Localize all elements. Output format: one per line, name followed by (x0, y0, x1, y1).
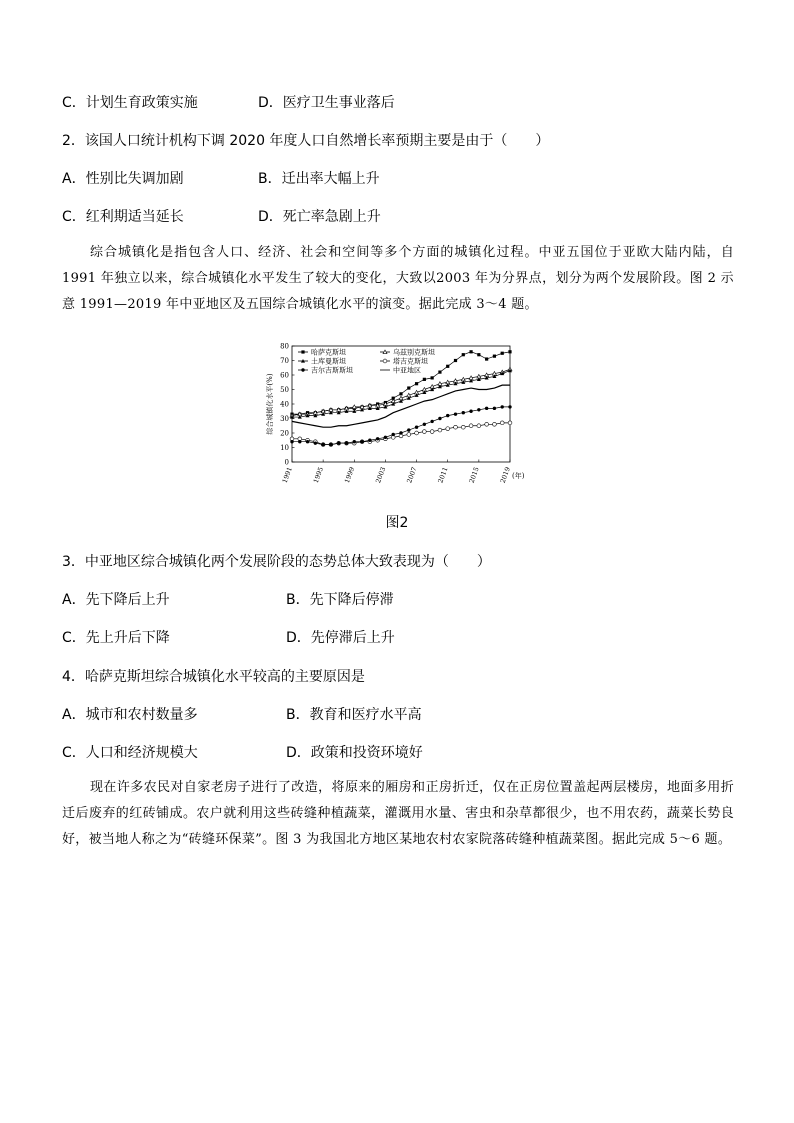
data-point (477, 424, 481, 428)
passage-urbanization: 综合城镇化是指包含人口、经济、社会和空间等多个方面的城镇化过程。中亚五国位于亚欧大陆内陆，自 1991 年独立以来，综合城镇化水平发生了较大的变化，大致以2003 年为分界点，划分为两个发展阶段。图 2 示意 1991—2019 年中亚地区及五国综合城镇化水平的演变。据此完成 3～4 题。 (62, 245, 734, 312)
data-point (493, 422, 497, 426)
data-point (329, 443, 332, 446)
data-point (407, 428, 410, 431)
data-point (399, 431, 402, 434)
y-tick-label: 20 (280, 429, 289, 438)
legend-label: 吉尔吉斯斯坦 (311, 366, 353, 375)
y-tick-label: 0 (284, 458, 289, 467)
x-tick-label: 2007 (405, 465, 419, 485)
data-point (384, 436, 387, 439)
data-point (462, 353, 465, 356)
data-point (501, 405, 504, 408)
legend-label: 乌兹别克斯坦 (393, 348, 435, 357)
data-point (485, 407, 488, 410)
figure-caption: 图2 (385, 515, 409, 531)
data-point (493, 407, 496, 410)
data-point (446, 414, 449, 417)
data-point (469, 350, 472, 353)
data-point (446, 427, 450, 431)
urbanization-line-chart (262, 338, 525, 486)
data-point (407, 386, 410, 389)
legend-label: 塔吉克斯坦 (393, 357, 428, 366)
data-point (306, 440, 309, 443)
q2-option-c: C．红利期适当延长 (62, 209, 184, 225)
data-point (431, 376, 434, 379)
data-point (321, 443, 324, 446)
data-point (314, 441, 317, 444)
x-tick-label: 2019 (498, 465, 512, 485)
y-tick-label: 80 (280, 342, 289, 351)
data-point (469, 410, 472, 413)
y-axis-label: 综合城镇化水平(%) (266, 373, 274, 435)
data-point (360, 440, 363, 443)
q3-option-b: B．先下降后停滞 (286, 592, 394, 608)
q3-stem: 3．中亚地区综合城镇化两个发展阶段的态势总体大致表现为（ ） (62, 554, 491, 570)
data-point (508, 405, 511, 408)
q3-option-d: D．先停滞后上升 (286, 630, 395, 646)
y-tick-label: 50 (280, 386, 289, 394)
data-point (438, 417, 441, 420)
q2-option-a: A．性别比失调加剧 (62, 171, 184, 187)
chart-legend (298, 348, 435, 375)
data-point (423, 423, 426, 426)
data-point (415, 431, 419, 435)
y-tick-label: 30 (280, 415, 289, 423)
q4-option-b: B．教育和医疗水平高 (286, 707, 422, 723)
data-point (392, 433, 395, 436)
data-point (493, 355, 496, 358)
y-tick-label: 70 (280, 357, 289, 365)
data-point (422, 430, 426, 434)
data-point (477, 353, 480, 356)
q2-option-d: D．死亡率急剧上升 (258, 209, 381, 225)
data-point (454, 425, 458, 429)
data-point (415, 382, 418, 385)
q1-option-c: C．计划生育政策实施 (62, 95, 198, 111)
data-point (454, 412, 457, 415)
data-point (290, 440, 293, 443)
legend-label: 哈萨克斯坦 (311, 348, 346, 357)
y-tick-label: 60 (280, 371, 289, 380)
passage-brick-vegetables: 现在许多农民对自家老房子进行了改造，将原来的厢房和正房折迁，仅在正房位置盖起两层楼房，地面多用折迁后废弃的红砖铺成。农户就利用这些砖缝种植蔬菜，灌溉用水量、害虫和杂草都很少，也不用农药，蔬菜长势良好，被当地人称之为“砖缝环保菜”。图 3 为我国北方地区某地农村农家院落砖缝种植蔬菜图。据此完成 5～6 题。 (62, 780, 734, 847)
data-point (485, 357, 488, 360)
data-point (461, 425, 465, 429)
q4-option-d: D．政策和投资环境好 (286, 745, 423, 761)
data-point (407, 433, 411, 437)
data-point (500, 421, 504, 425)
q4-stem: 4．哈萨克斯坦综合城镇化水平较高的主要原因是 (62, 669, 365, 685)
q4-option-c: C．人口和经济规模大 (62, 745, 198, 761)
data-point (485, 422, 489, 426)
data-point (399, 392, 402, 395)
x-tick-label: 2015 (467, 465, 481, 485)
data-point (446, 365, 449, 368)
data-point (438, 428, 442, 432)
data-point (430, 430, 434, 434)
data-point (368, 439, 371, 442)
legend-label: 土库曼斯坦 (311, 357, 346, 366)
data-point (353, 440, 356, 443)
x-axis-label: (年) (512, 472, 525, 480)
data-point (508, 350, 511, 353)
legend-label: 中亚地区 (393, 366, 421, 375)
y-tick-label: 40 (280, 400, 289, 409)
data-point (415, 426, 418, 429)
series-5 (292, 385, 510, 427)
x-tick-label: 2003 (374, 465, 388, 485)
data-point (337, 441, 340, 444)
data-point (383, 359, 387, 363)
x-tick-label: 2011 (436, 465, 450, 485)
data-point (345, 441, 348, 444)
data-point (430, 420, 433, 423)
x-tick-label: 1995 (311, 465, 326, 485)
q3-option-c: C．先上升后下降 (62, 630, 170, 646)
data-point (376, 437, 379, 440)
x-tick-label: 1999 (342, 465, 357, 485)
data-point (454, 359, 457, 362)
data-point (438, 371, 441, 374)
q3-option-a: A．先下降后上升 (62, 592, 170, 608)
q4-option-a: A．城市和农村数量多 (62, 707, 198, 723)
q1-option-d: D．医疗卫生事业落后 (258, 95, 395, 111)
data-point (462, 411, 465, 414)
data-point (477, 408, 480, 411)
q2-option-b: B．迁出率大幅上升 (258, 171, 380, 187)
data-point (301, 350, 304, 353)
data-point (298, 440, 301, 443)
q2-stem: 2．该国人口统计机构下调 2020 年度人口自然增长率预期主要是由于（ ） (62, 133, 550, 149)
data-point (508, 421, 512, 425)
data-point (469, 424, 473, 428)
data-point (423, 378, 426, 381)
data-point (301, 368, 304, 371)
data-point (501, 352, 504, 355)
series-line (292, 385, 510, 427)
y-tick-label: 10 (280, 444, 289, 452)
x-tick-label: 1991 (280, 465, 294, 485)
